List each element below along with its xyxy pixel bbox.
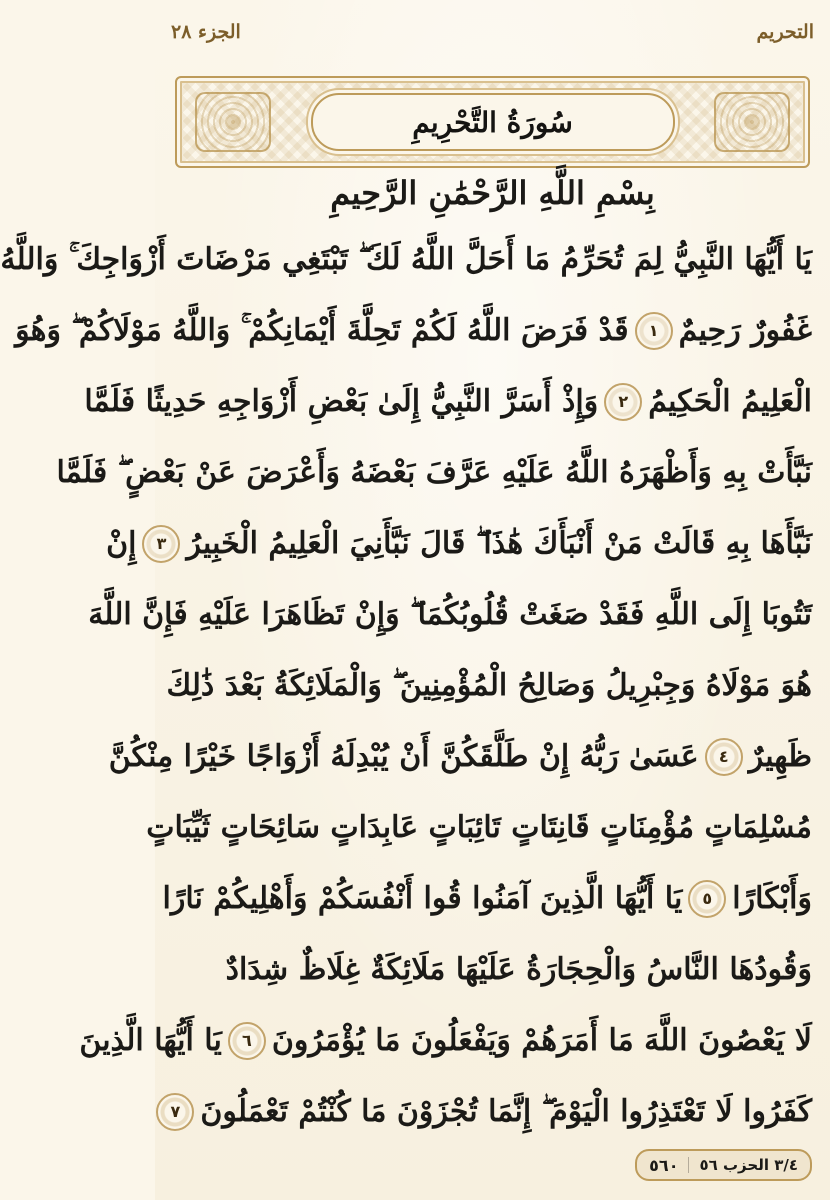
verse-line-4 (56, 437, 812, 508)
verse-line-7 (166, 650, 812, 721)
verse-line-text-after: قَدْ فَرَضَ اللَّهُ لَكُمْ تَحِلَّةَ أَيْمَانِكُمْ ۚ وَاللَّهُ مَوْلَاكُمْ ۖ وَهُوَ (15, 313, 629, 348)
basmala: بِسْمِ اللَّهِ الرَّحْمَٰنِ الرَّحِيمِ (330, 174, 655, 212)
verse-line-12 (79, 1005, 812, 1076)
pill-divider (688, 1157, 689, 1173)
verse-line-text-after: إِنْ (106, 526, 137, 561)
verse-line-text: ظَهِيرٌ (748, 739, 812, 774)
verse-line-13 (170, 1076, 812, 1147)
verse-line-text-after: يَا أَيُّهَا الَّذِينَ (79, 1023, 222, 1058)
hizb-indicator: ٣/٤ الحزب ٥٦ (699, 1156, 798, 1174)
verse-line-2 (15, 295, 812, 366)
verse-line-3 (84, 366, 812, 437)
verse-line-text: مُسْلِمَاتٍ مُؤْمِنَاتٍ قَانِتَاتٍ تَائِبَاتٍ عَابِدَاتٍ سَائِحَاتٍ ثَيِّبَاتٍ (146, 810, 812, 845)
ayah-number-marker: ٦ (228, 1022, 266, 1060)
verse-line-5 (106, 508, 812, 579)
ayah-number-marker: ٥ (688, 880, 726, 918)
verse-line-text: نَبَّأَتْ بِهِ وَأَظْهَرَهُ اللَّهُ عَلَيْهِ عَرَّفَ بَعْضَهُ وَأَعْرَضَ عَنْ بَعْضٍ ۖ فَلَمَّا (56, 455, 812, 490)
verse-line-8 (108, 721, 812, 792)
page-header (171, 14, 814, 50)
verse-line-text: لَا يَعْصُونَ اللَّهَ مَا أَمَرَهُمْ وَيَفْعَلُونَ مَا يُؤْمَرُونَ (271, 1023, 812, 1058)
verse-line-6 (88, 579, 812, 650)
surah-banner (175, 76, 810, 168)
verse-line-text: هُوَ مَوْلَاهُ وَجِبْرِيلُ وَصَالِحُ الْمُؤْمِنِينَ ۖ وَالْمَلَائِكَةُ بَعْدَ ذَٰلِكَ (166, 668, 812, 703)
verse-line-text: وَأَبْكَارًا (732, 881, 812, 916)
juz-header-label: الجزء ٢٨ (171, 21, 241, 43)
verse-line-1 (0, 224, 812, 295)
verse-line-text: نَبَّأَهَا بِهِ قَالَتْ مَنْ أَنْبَأَكَ هَٰذَا ۖ قَالَ نَبَّأَنِيَ الْعَلِيمُ الْخَبِيرُ (186, 526, 812, 561)
verse-line-text: يَا أَيُّهَا النَّبِيُّ لِمَ تُحَرِّمُ مَا أَحَلَّ اللَّهُ لَكَ ۖ تَبْتَغِي مَرْضَاتَ أَزْوَاجِكَ ۚ وَاللَّهُ (0, 242, 812, 277)
verse-line-9 (146, 792, 812, 863)
ayah-number-marker: ٣ (142, 525, 180, 563)
verse-line-text: كَفَرُوا لَا تَعْتَذِرُوا الْيَوْمَ ۖ إِنَّمَا تُجْزَوْنَ مَا كُنْتُمْ تَعْمَلُونَ (200, 1094, 812, 1129)
verse-line-text-after: يَا أَيُّهَا الَّذِينَ آمَنُوا قُوا أَنْفُسَكُمْ وَأَهْلِيكُمْ نَارًا (162, 881, 683, 916)
verse-line-text: تَتُوبَا إِلَى اللَّهِ فَقَدْ صَغَتْ قُلُوبُكُمَا ۖ وَإِنْ تَظَاهَرَا عَلَيْهِ فَإِنَّ اللَّهَ (88, 597, 812, 632)
verse-lines (0, 224, 812, 1147)
page-info-pill[interactable] (635, 1149, 812, 1181)
ayah-number-marker: ٧ (156, 1093, 194, 1131)
verse-line-text: الْعَلِيمُ الْحَكِيمُ (648, 384, 812, 419)
surah-header-label: التحريم (756, 21, 814, 43)
verse-line-text-after: وَإِذْ أَسَرَّ النَّبِيُّ إِلَىٰ بَعْضِ أَزْوَاجِهِ حَدِيثًا فَلَمَّا (84, 384, 599, 419)
verse-line-11 (173, 934, 812, 1005)
verse-line-text: وَقُودُهَا النَّاسُ وَالْحِجَارَةُ عَلَيْهَا مَلَائِكَةٌ غِلَاظٌ شِدَادٌ (225, 952, 812, 987)
verse-line-text-after: عَسَىٰ رَبُّهُ إِنْ طَلَّقَكُنَّ أَنْ يُبْدِلَهُ أَزْوَاجًا خَيْرًا مِنْكُنَّ (108, 739, 699, 774)
ayah-number-marker: ١ (635, 312, 673, 350)
page-number: ٥٦٠ (649, 1155, 679, 1175)
verse-line-text: غَفُورٌ رَحِيمٌ (678, 313, 812, 348)
surah-title: سُورَةُ التَّحْرِيمِ (412, 105, 573, 139)
surah-title-frame (311, 93, 675, 151)
verse-line-10 (162, 863, 812, 934)
page-footer (173, 1148, 812, 1182)
ayah-number-marker: ٢ (604, 383, 642, 421)
ayah-number-marker: ٤ (705, 738, 743, 776)
banner-ornament-right (714, 92, 790, 152)
banner-ornament-left (195, 92, 271, 152)
